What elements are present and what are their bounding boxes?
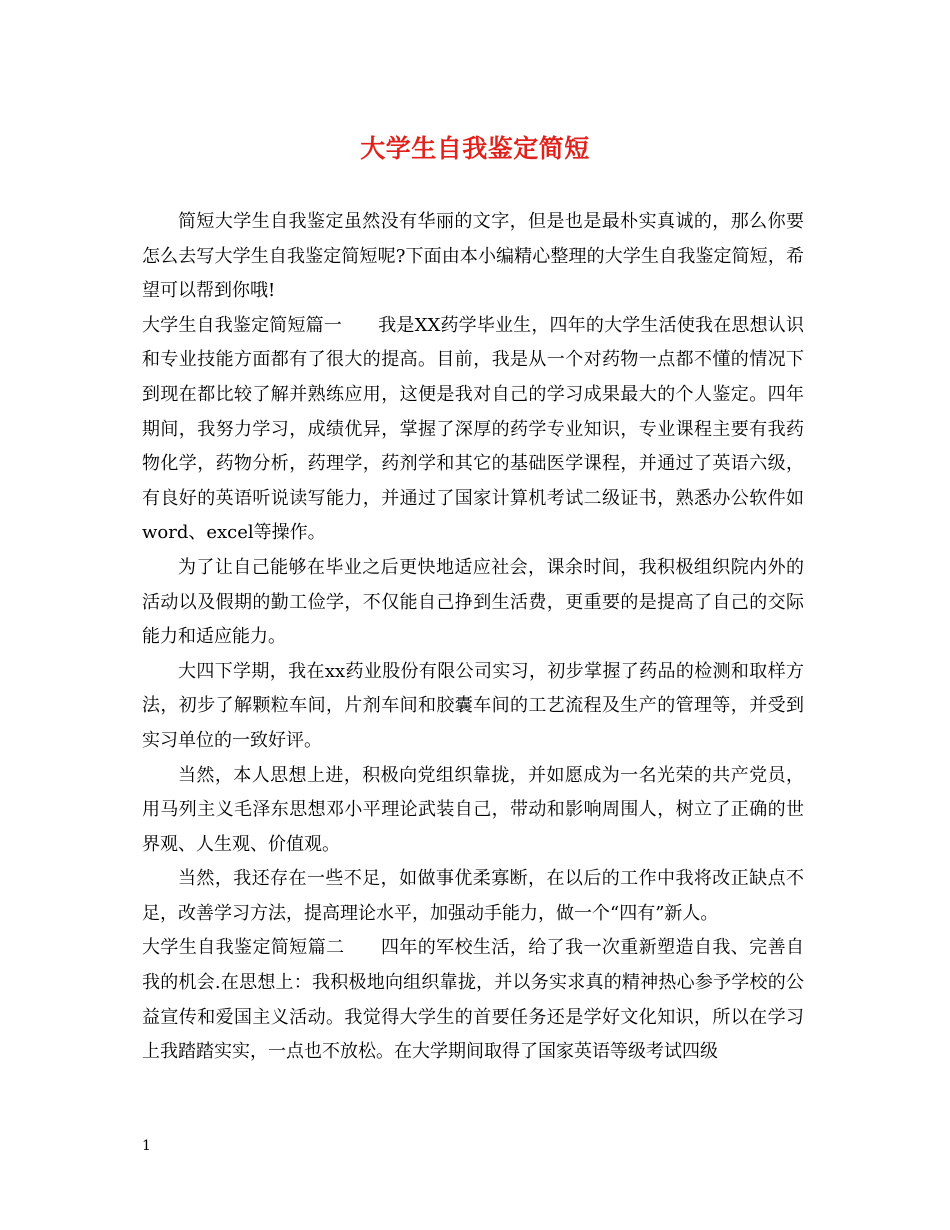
document-body — [142, 205, 804, 1070]
document-title: 大学生自我鉴定简短 — [360, 134, 590, 163]
section-1-paragraph — [142, 309, 804, 551]
shortcomings-paragraph: 当然，我还存在一些不足，如做事优柔寡断，在以后的工作中我将改正缺点不足，改善学习方法，提高理论水平，加强动手能力，做一个“四有”新人。 — [142, 868, 804, 924]
page-number: 1 — [142, 1138, 151, 1154]
activities-paragraph: 为了让自己能够在毕业之后更快地适应社会，课余时间，我积极组织院内外的活动以及假期的勤工俭学，不仅能自己挣到生活费，更重要的是提高了自己的交际能力和适应能力。 — [142, 556, 804, 648]
internship-paragraph: 大四下学期，我在xx药业股份有限公司实习，初步掌握了药品的检测和取样方法，初步了解颗粒车间，片剂车间和胶囊车间的工艺流程及生产的管理等，并受到实习单位的一致好评。 — [142, 660, 804, 751]
section-1-heading: 大学生自我鉴定简短篇一 — [142, 314, 343, 336]
section-1-lead-text: 我是XX药学毕业生，四年的大学生活使我在思想认识和专业技能方面都有了很大的提高。目前，我是从一个对药物一点都不懂的情况下到现在都比较了解并熟练应用，这便是我对自己的学习成果最大的个人鉴定。四年期间，我努力学习，成绩优异，掌握了深厚的药学专业知识，专业课程主要有我药物化学，药物分析，药理学，药剂学和其它的基础医学课程，并通过了英语六级，有良好的英语听说读写能力，并通过了国家计算机考试二级证书，熟悉办公软件如word、excel等操作。 — [142, 314, 804, 544]
political-paragraph: 当然，本人思想上进，积极向党组织靠拢，并如愿成为一名光荣的共产党员，用马列主义毛泽东思想邓小平理论武装自己，带动和影响周围人，树立了正确的世界观、人生观、价值观。 — [142, 764, 804, 855]
section-2-paragraph — [142, 931, 804, 1069]
section-2-lead-text: 四年的军校生活，给了我一次重新塑造自我、完善自我的机会.在思想上：我积极地向组织靠拢，并以务实求真的精神热心参予学校的公益宣传和爱国主义活动。我觉得大学生的首要任务还是学好文化知识，所以在学习上我踏踏实实，一点也不放松。在大学期间取得了国家英语等级考试四级 — [142, 937, 804, 1063]
section-2-heading: 大学生自我鉴定简短篇二 — [142, 937, 345, 959]
intro-paragraph: 简短大学生自我鉴定虽然没有华丽的文字，但是也是最朴实真诚的，那么你要怎么去写大学生自我鉴定简短呢?下面由本小编精心整理的大学生自我鉴定简短，希望可以帮到你哦! — [142, 211, 804, 302]
